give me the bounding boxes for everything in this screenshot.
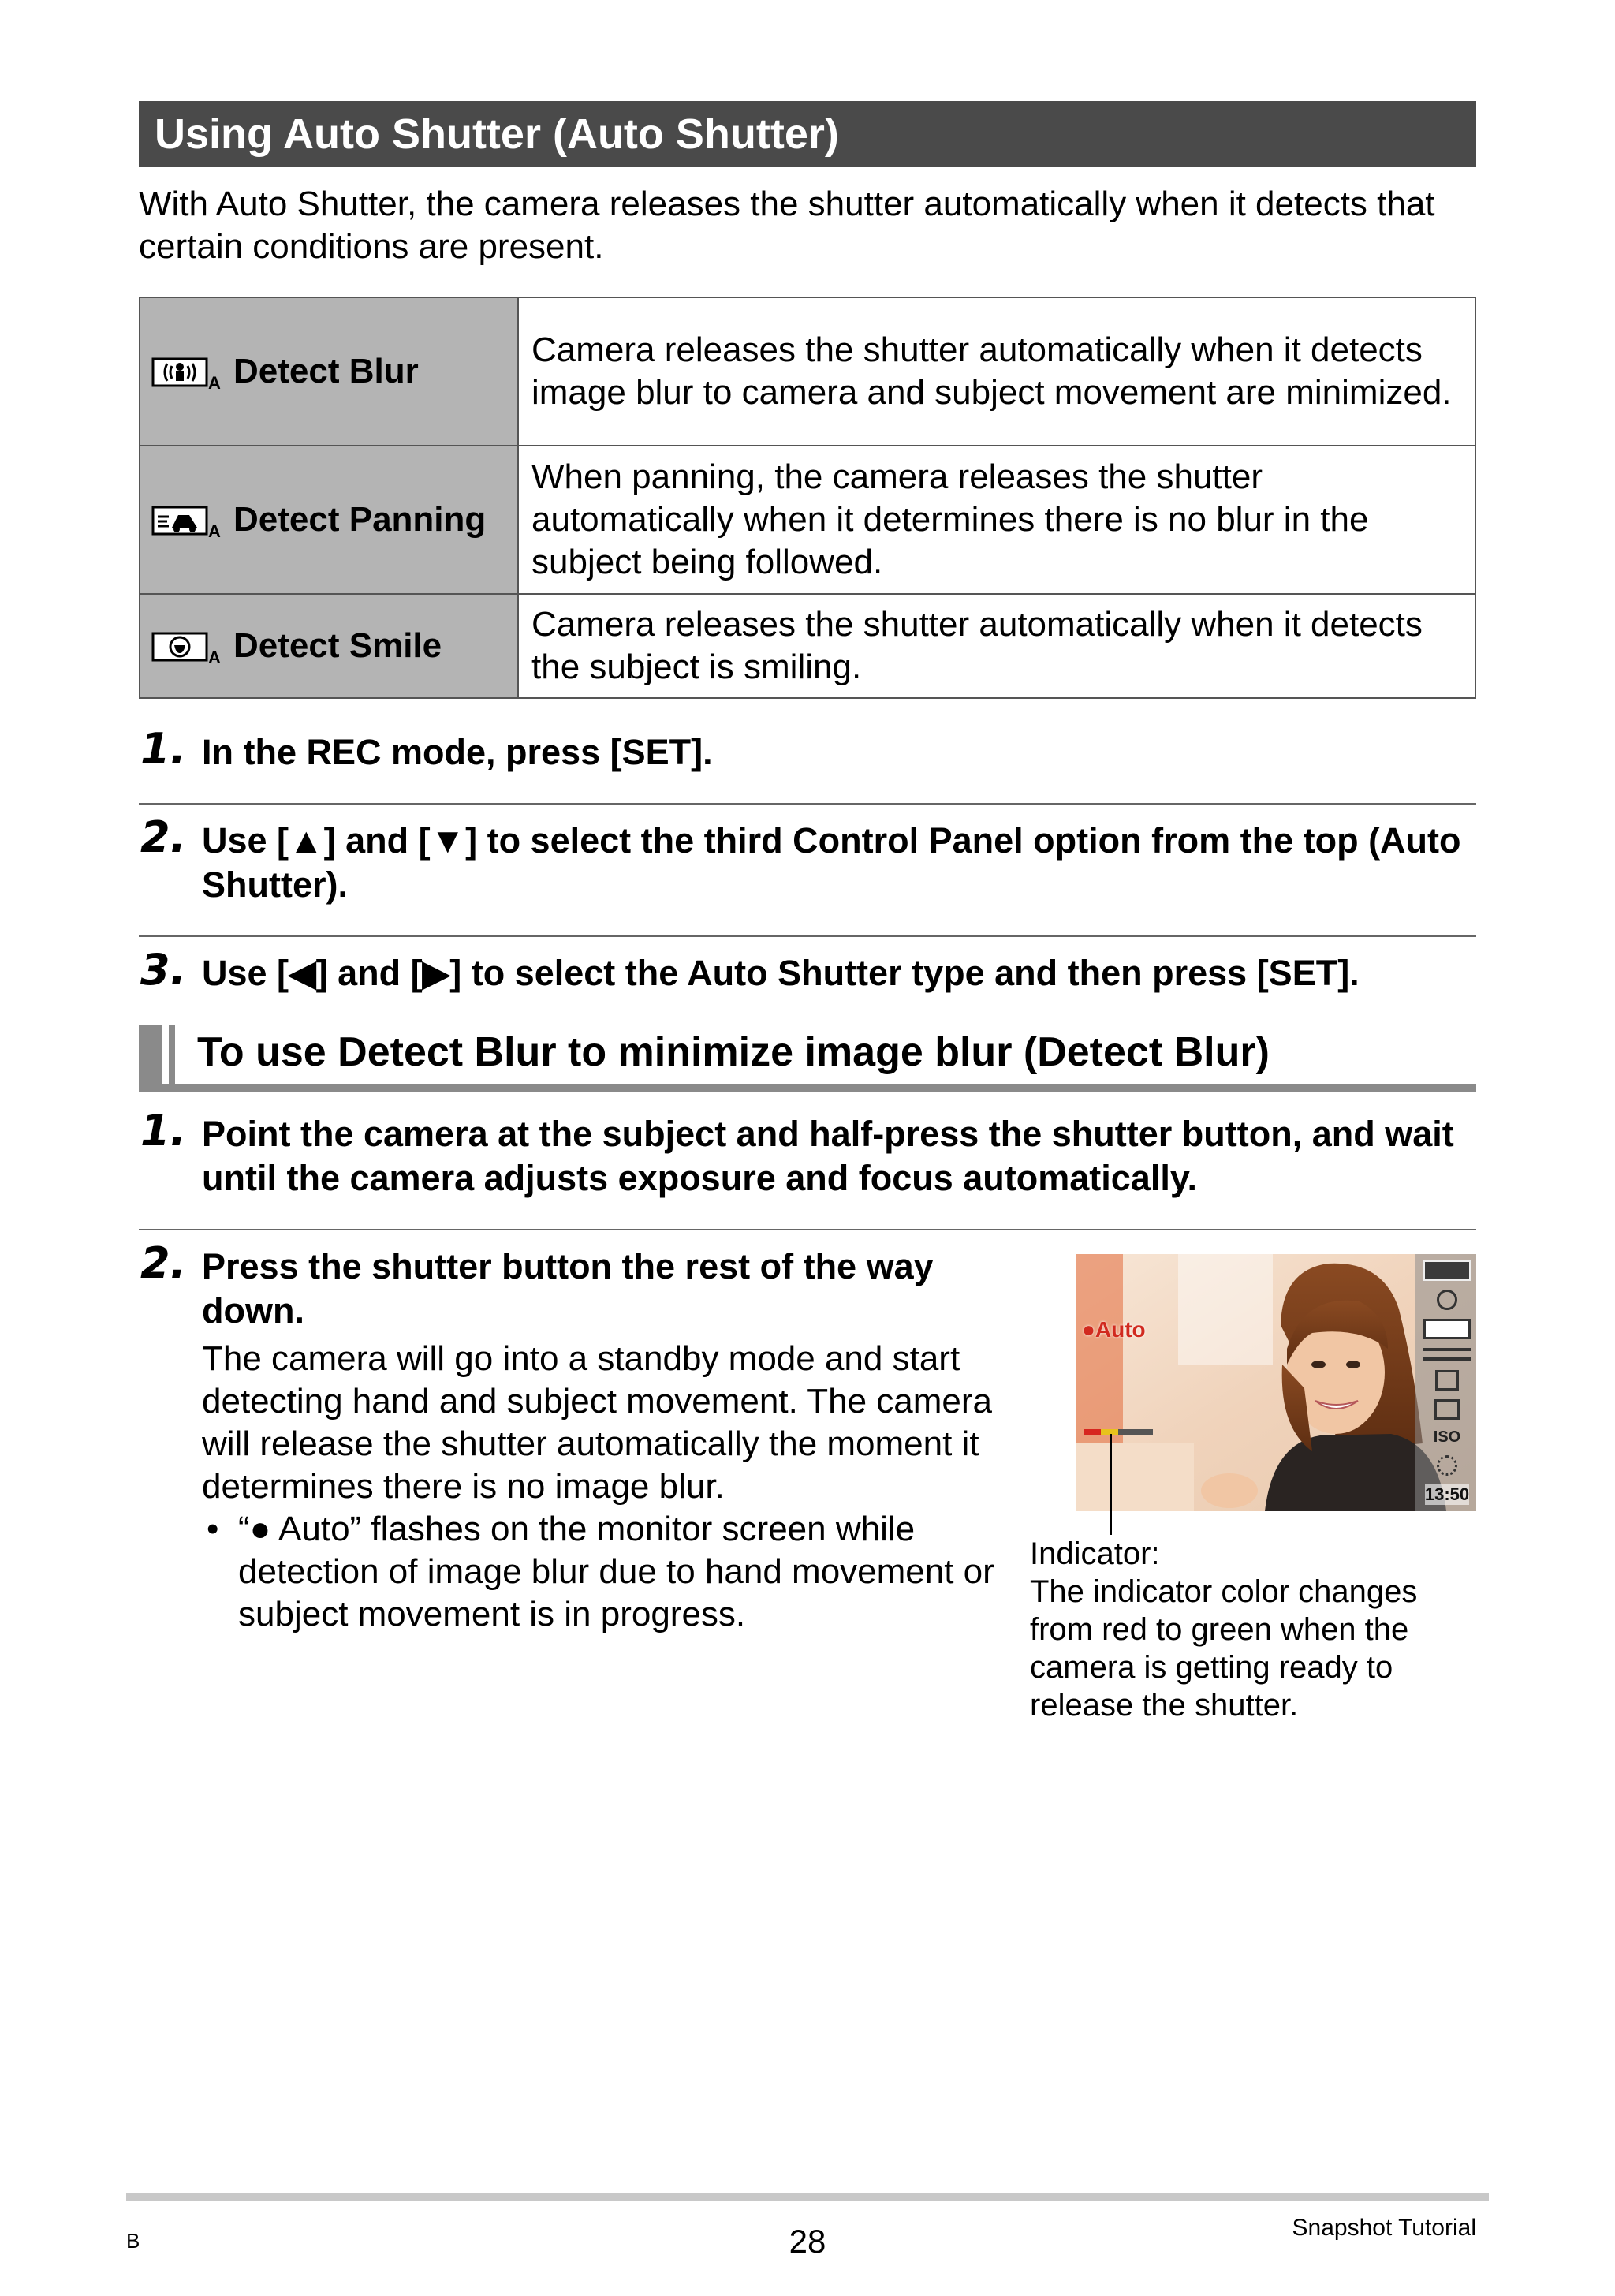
svg-text:A: A [208, 373, 221, 391]
step-number: 1. [140, 1106, 187, 1155]
footer-rule [126, 2193, 1489, 2201]
mode-name: Detect Smile [233, 626, 442, 665]
step-text: Use [▲] and [▼] to select the third Control Panel option from the top (Auto Shutter). [202, 820, 1461, 905]
anti-shake-icon [1434, 1399, 1460, 1420]
detect-panning-icon [151, 504, 221, 539]
auto-shutter-modes-table [139, 297, 1476, 699]
mode-name-cell [140, 594, 518, 698]
table-row [140, 594, 1475, 698]
table-row [140, 446, 1475, 594]
divider [139, 935, 1476, 937]
svg-text:A: A [208, 521, 221, 539]
mode-name-cell [140, 297, 518, 446]
mode-name-cell [140, 446, 518, 594]
step-body: The camera will go into a standby mode and start detecting hand and subject movement. The camera will release the shutter automatically the moment it determines there is no image blur. [202, 1339, 993, 1506]
step-text: Press the shutter button the rest of the way down. [202, 1246, 934, 1331]
step-number: 2. [140, 1238, 187, 1288]
scene-icon [1437, 1455, 1457, 1476]
bullet-dot: • [207, 1510, 219, 1548]
face-detection-icon [1435, 1370, 1459, 1391]
heading-bar [139, 1025, 162, 1092]
divider [139, 803, 1476, 805]
table-row [140, 297, 1475, 446]
caption-title: Indicator: [1030, 1536, 1160, 1571]
subsection-heading [139, 1025, 1476, 1092]
indicator-caption [1030, 1535, 1476, 1724]
heading-underline [139, 1084, 1476, 1092]
footer-right: Snapshot Tutorial [1292, 2215, 1476, 2241]
flash-icon [1437, 1290, 1457, 1310]
page-number: 28 [789, 2223, 826, 2260]
mode-description: Camera releases the shutter automatically when it detects image blur to camera and subject movement are minimized. [518, 297, 1475, 446]
caption-text: The indicator color changes from red to green when the camera is getting ready to release the shutter. [1030, 1574, 1418, 1723]
footer-left: B [126, 2229, 140, 2253]
indicator-pointer-line [1110, 1434, 1112, 1535]
clock-time: 13:50 [1424, 1484, 1470, 1504]
step-number: 3. [140, 945, 187, 995]
step-text: Point the camera at the subject and half-press the shutter button, and wait until the camera adjusts exposure and focus automatically. [202, 1114, 1454, 1198]
monitor-photo [1076, 1254, 1476, 1511]
step-text: Use [◀] and [▶] to select the Auto Shutter type and then press [SET]. [202, 953, 1360, 993]
camera-monitor-screen [1076, 1254, 1476, 1511]
subsection-title: To use Detect Blur to minimize image blur (Detect Blur) [197, 1029, 1270, 1075]
monitor-icon-panel [1421, 1260, 1473, 1505]
iso-icon: ISO [1433, 1428, 1461, 1446]
detect-blur-icon [151, 356, 221, 390]
divider [139, 1229, 1476, 1230]
section-title: Using Auto Shutter (Auto Shutter) [155, 110, 839, 158]
step-text: In the REC mode, press [SET]. [202, 732, 713, 772]
detect-blur-icon [1423, 1319, 1471, 1339]
intro-text: With Auto Shutter, the camera releases the shutter automatically when it detects that certain conditions are present. [139, 185, 1435, 266]
bullet-text: “● Auto” flashes on the monitor screen while detection of image blur due to hand movement or subject movement is in progress. [238, 1510, 994, 1633]
step-number: 1. [140, 724, 187, 774]
detect-smile-icon [151, 630, 221, 665]
svg-text:A: A [208, 648, 221, 666]
auto-indicator-label: ●Auto [1082, 1317, 1146, 1342]
panning-icon [1423, 1348, 1471, 1361]
image-size-icon [1423, 1260, 1471, 1281]
section-title-bar [139, 101, 1476, 167]
mode-description: Camera releases the shutter automatically when it detects the subject is smiling. [518, 594, 1475, 698]
mode-name: Detect Blur [233, 352, 419, 390]
heading-bar [169, 1025, 175, 1092]
mode-description: When panning, the camera releases the shutter automatically when it determines there is no blur in the subject being followed. [518, 446, 1475, 594]
step-number: 2. [140, 812, 187, 862]
mode-name: Detect Panning [233, 500, 487, 539]
